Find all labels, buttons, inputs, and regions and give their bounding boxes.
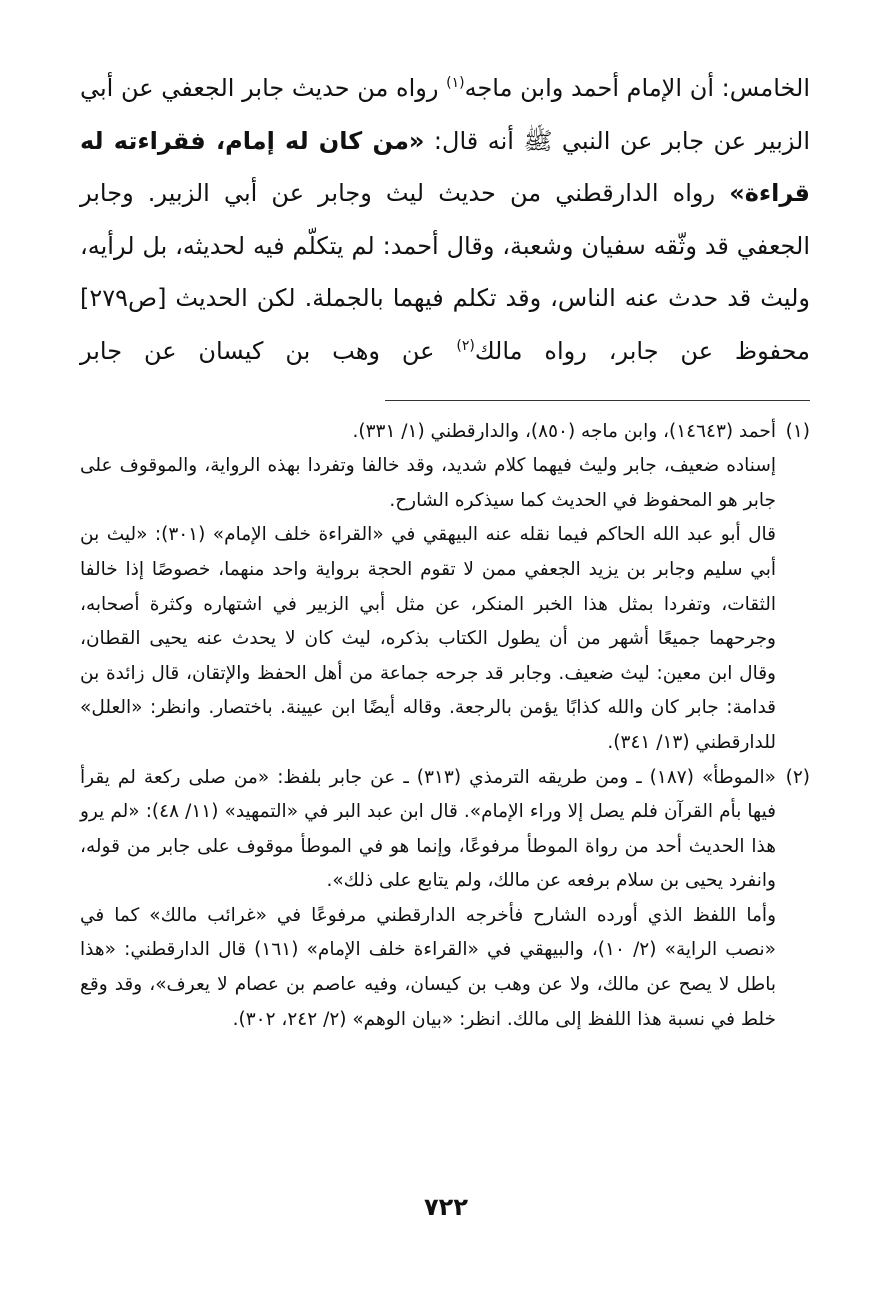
footnote-ref-2[interactable]: (٢) (456, 337, 475, 354)
footnote-paragraph: أحمد (١٤٦٤٣)، وابن ماجه (٨٥٠)، والدارقطني (١/ ٣٣١). (352, 420, 776, 442)
footnote-body (80, 415, 776, 761)
footnote-paragraph: وأما اللفظ الذي أورده الشارح فأخرجه الدارقطني مرفوعًا في «غرائب مالك» كما في «نصب الراية» (٢/ ١٠)، والبيهقي في «القراءة خلف الإمام» (١٦١) قال الدارقطني: «هذا باطل لا يصح عن مالك، ولا عن وهب بن كيسان، وفيه عاصم بن عصام لا يعرف»، وقد وقع خلط في نسبة هذا اللفظ إلى مالك. انظر: «بيان الوهم» (٢/ ٢٤٢، ٣٠٢). (80, 904, 776, 1030)
footnote-paragraph: قال أبو عبد الله الحاكم فيما نقله عنه البيهقي في «القراءة خلف الإمام» (٣٠١): «ليث بن أبي سليم وجابر بن يزيد الجعفي ممن لا تقوم الحجة برواية واحد منهما، خصوصًا إذا خالفا الثقات، وتفردا بمثل هذا الخبر المنكر، عن مثل أبي الزبير في اشتهاره وكثرة أصحابه، وجرحهما جميعًا أشهر من أن يطول الكتاب بذكره، ليث كان لا يحدث عنه يحيى القطان، وقال ابن معين: ليث ضعيف. وجابر قد جرحه جماعة من أهل الحفظ والإتقان، قال زائدة بن قدامة: جابر كان والله كذابًا يؤمن بالرجعة. وقاله أيضًا ابن عيينة. باختصار. وانظر: «العلل» للدارقطني (١٣/ ٣٤١). (80, 524, 776, 753)
page-number: ٧٢٢ (424, 1193, 468, 1221)
footnote-number: (٢) (785, 766, 810, 788)
book-page (80, 62, 810, 1037)
footnotes-section (80, 415, 810, 1038)
footnote-1 (80, 415, 810, 761)
hadith-quote: «من كان له إمام، فقراءته له قراءة» (80, 126, 810, 208)
footnote-paragraph: إسناده ضعيف، جابر وليث فيهما كلام شديد، وقد خالفا وتفردا بهذه الرواية، والموقوف على جابر هو المحفوظ في الحديث كما سيذكره الشارح. (80, 455, 776, 511)
footnote-number: (١) (785, 420, 810, 442)
footnote-ref-1[interactable]: (١) (446, 75, 465, 91)
footnote-2 (80, 761, 810, 1038)
main-text-segment: الخامس: أن الإمام أحمد وابن ماجه (464, 74, 810, 102)
main-text-segment: عن وهب بن كيسان عن جابر (80, 336, 457, 365)
main-paragraph (80, 62, 810, 378)
footnote-separator (385, 400, 810, 401)
main-text-segment: رواه من حديث جابر الجعفي عن أبي الزبير عن جابر عن النبي ﷺ أنه قال: (80, 74, 811, 155)
footnote-body (80, 761, 776, 1038)
main-text-segment: رواه الدارقطني من حديث ليث وجابر عن أبي الزبير. وجابر الجعفي قد وثّقه سفيان وشعبة، وقال أحمد: لم يتكلّم فيه لحديثه، بل لرأيه، وليث قد حدث عنه الناس، وقد تكلم فيهما بالجملة. لكن الحديث [ص٢٧٩] محفوظ عن جابر، رواه مالك (80, 179, 810, 365)
footnote-paragraph: «الموطأ» (١٨٧) ـ ومن طريقه الترمذي (٣١٣) ـ عن جابر بلفظ: «من صلى ركعة لم يقرأ فيها بأم القرآن فلم يصل إلا وراء الإمام». قال ابن عبد البر في «التمهيد» (١١/ ٤٨): «لم يرو هذا الحديث أحد من رواة الموطأ مرفوعًا، وإنما هو في الموطأ موقوف على جابر من قوله، وانفرد يحيى بن سلام برفعه عن مالك، ولم يتابع على ذلك». (80, 766, 776, 892)
